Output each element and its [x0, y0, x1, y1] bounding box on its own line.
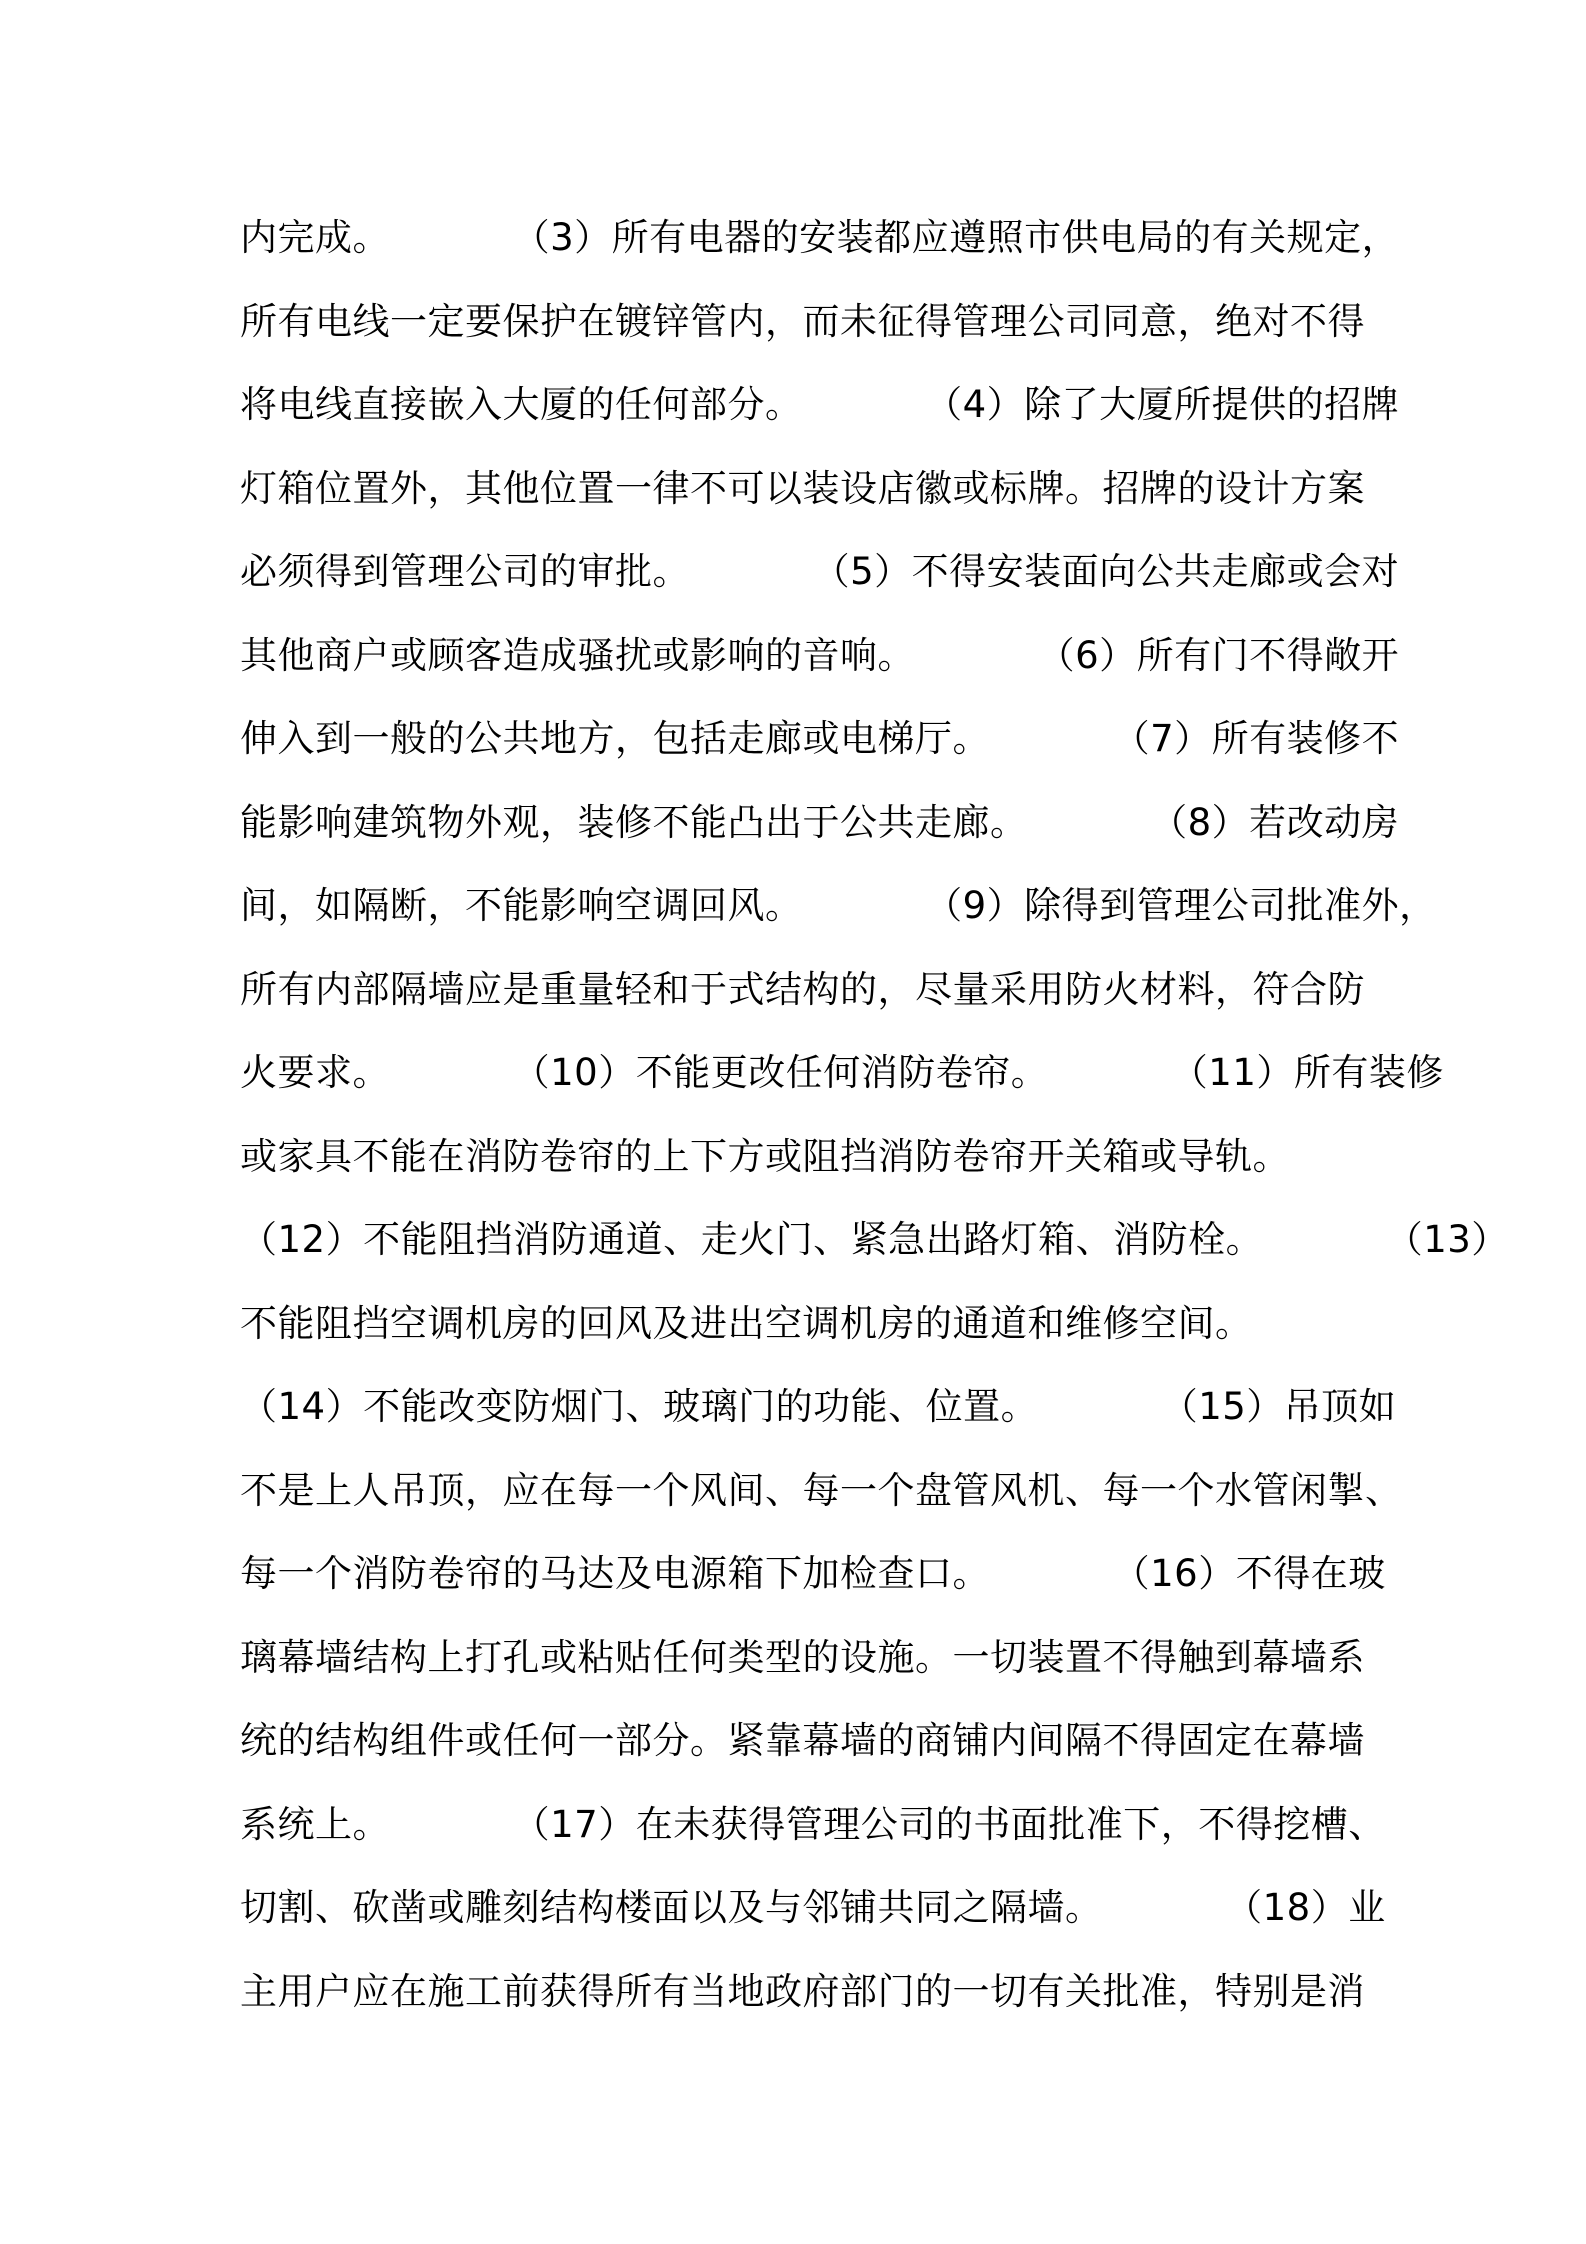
text-line-7: 伸入到一般的公共地方，包括走廊或电梯厅。 （7）所有装修不: [240, 717, 1400, 760]
text-line-21: 切割、砍凿或雕刻结构楼面以及与邻铺共同之隔墙。 （18）业: [240, 1886, 1386, 1929]
text-line-9: 间，如隔断，不能影响空调回风。 （9）除得到管理公司批准外，: [240, 884, 1437, 927]
text-line-15: （14）不能改变防烟门、玻璃门的功能、位置。 （15）吊顶如: [240, 1385, 1397, 1428]
text-line-19: 统的结构组件或任何一部分。紧靠幕墙的商铺内间隔不得固定在幕墙: [240, 1719, 1365, 1762]
text-line-1: 内完成。 （3）所有电器的安装都应遵照市供电局的有关规定，: [240, 216, 1400, 259]
text-line-18: 璃幕墙结构上打孔或粘贴任何类型的设施。一切装置不得触到幕墙系: [240, 1635, 1365, 1679]
text-line-2: 所有电线一定要保护在镀锌管内，而未征得管理公司同意，绝对不得: [240, 299, 1365, 343]
text-line-12: 或家具不能在消防卷帘的上下方或阻挡消防卷帘开关箱或导轨。: [240, 1134, 1290, 1178]
text-line-14: 不能阻挡空调机房的回风及进出空调机房的通道和维修空间。: [240, 1301, 1253, 1345]
text-line-4: 灯箱位置外，其他位置一律不可以装设店徽或标牌。招牌的设计方案: [240, 466, 1365, 510]
text-line-13: （12）不能阻挡消防通道、走火门、紧急出路灯箱、消防栓。 （13）: [240, 1218, 1509, 1261]
text-line-8: 能影响建筑物外观，装修不能凸出于公共走廊。 （8）若改动房: [240, 800, 1400, 844]
document-body: [240, 196, 1509, 2033]
text-line-16: 不是上人吊顶，应在每一个风间、每一个盘管风机、每一个水管闲掣、: [240, 1468, 1403, 1512]
text-line-6: 其他商户或顾客造成骚扰或影响的音响。 （6）所有门不得敞开: [240, 633, 1400, 677]
text-line-3: 将电线直接嵌入大厦的任何部分。 （4）除了大厦所提供的招牌: [240, 383, 1400, 426]
text-line-20: 系统上。 （17）在未获得管理公司的书面批准下，不得挖槽、: [240, 1802, 1386, 1846]
text-line-10: 所有内部隔墙应是重量轻和于式结构的，尽量采用防火材料，符合防: [240, 967, 1365, 1011]
text-line-5: 必须得到管理公司的审批。 （5）不得安装面向公共走廊或会对: [240, 550, 1400, 593]
text-line-22: 主用户应在施工前获得所有当地政府部门的一切有关批准，特别是消: [240, 1969, 1365, 2013]
text-line-11: 火要求。 （10）不能更改任何消防卷帘。 （11）所有装修: [240, 1051, 1444, 1094]
text-line-17: 每一个消防卷帘的马达及电源箱下加检查口。 （16）不得在玻: [240, 1552, 1386, 1595]
